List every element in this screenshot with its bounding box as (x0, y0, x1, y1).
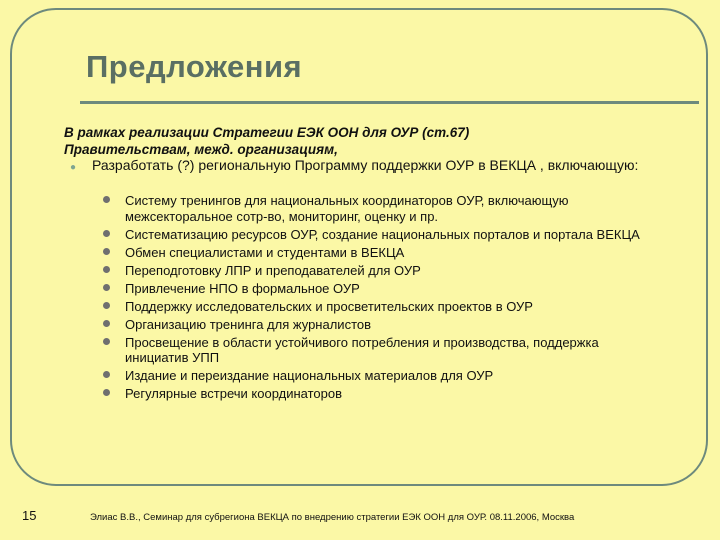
list-item-text: Организацию тренинга для журналистов (125, 316, 372, 332)
list-item-text: Привлечение НПО в формальное ОУР (125, 280, 360, 296)
list-item-text: Обмен специалистами и студентами в ВЕКЦА (125, 244, 405, 260)
main-list-item (64, 157, 694, 174)
intro-line-2: Правительствам, межд. организациям, (64, 142, 338, 157)
list-item (100, 263, 660, 279)
dot-bullet-icon (103, 230, 110, 237)
sub-list (100, 193, 660, 404)
list-item (100, 281, 660, 297)
main-list-item-text: Разработать (?) региональную Программу поддержки ОУР в ВЕКЦА , включающую: (92, 157, 639, 173)
slide-title: Предложения (86, 49, 303, 84)
page-number: 15 (22, 508, 37, 523)
list-item (100, 386, 660, 402)
dot-bullet-icon (103, 284, 110, 291)
list-item-text: Издание и переиздание национальных материалов для ОУР (125, 368, 494, 383)
dot-bullet-icon (103, 320, 110, 327)
dot-bullet-icon (103, 266, 110, 273)
title-divider (80, 101, 699, 104)
list-item (100, 317, 660, 333)
intro-text (64, 124, 684, 158)
intro-line-1: В рамках реализации Стратегии ЕЭК ООН для ОУР (ст.67) (64, 125, 470, 140)
list-item-text: Регулярные встречи координаторов (125, 386, 342, 401)
dot-bullet-icon (103, 196, 110, 203)
list-item-text: Просвещение в области устойчивого потребления и производства, поддержка инициатив УПП (125, 334, 599, 365)
list-item-text: Систематизацию ресурсов ОУР, создание национальных порталов и портала ВЕКЦА (125, 226, 640, 242)
list-item (100, 193, 660, 224)
footer-text: Элиас В.В., Семинар для субрегиона ВЕКЦА по внедрению стратегии ЕЭК ООН для ОУР. 08.11.2006, Москва (90, 512, 575, 523)
list-item-text: Переподготовку ЛПР и преподавателей для ОУР (125, 262, 421, 278)
dot-bullet-icon (103, 389, 110, 396)
list-item-text: Систему тренингов для национальных координаторов ОУР, включающую межсекторальное сотр-во, мониторинг, оценку и пр. (125, 193, 569, 224)
dot-bullet-icon (103, 248, 110, 255)
circle-bullet-icon: ● (70, 162, 77, 173)
list-item (100, 227, 660, 243)
dot-bullet-icon (103, 302, 110, 309)
list-item (100, 368, 660, 384)
dot-bullet-icon (103, 371, 110, 378)
list-item (100, 335, 660, 366)
dot-bullet-icon (103, 338, 110, 345)
list-item (100, 299, 660, 315)
list-item-text: Поддержку исследовательских и просветительских проектов в ОУР (125, 298, 533, 314)
list-item (100, 245, 660, 261)
